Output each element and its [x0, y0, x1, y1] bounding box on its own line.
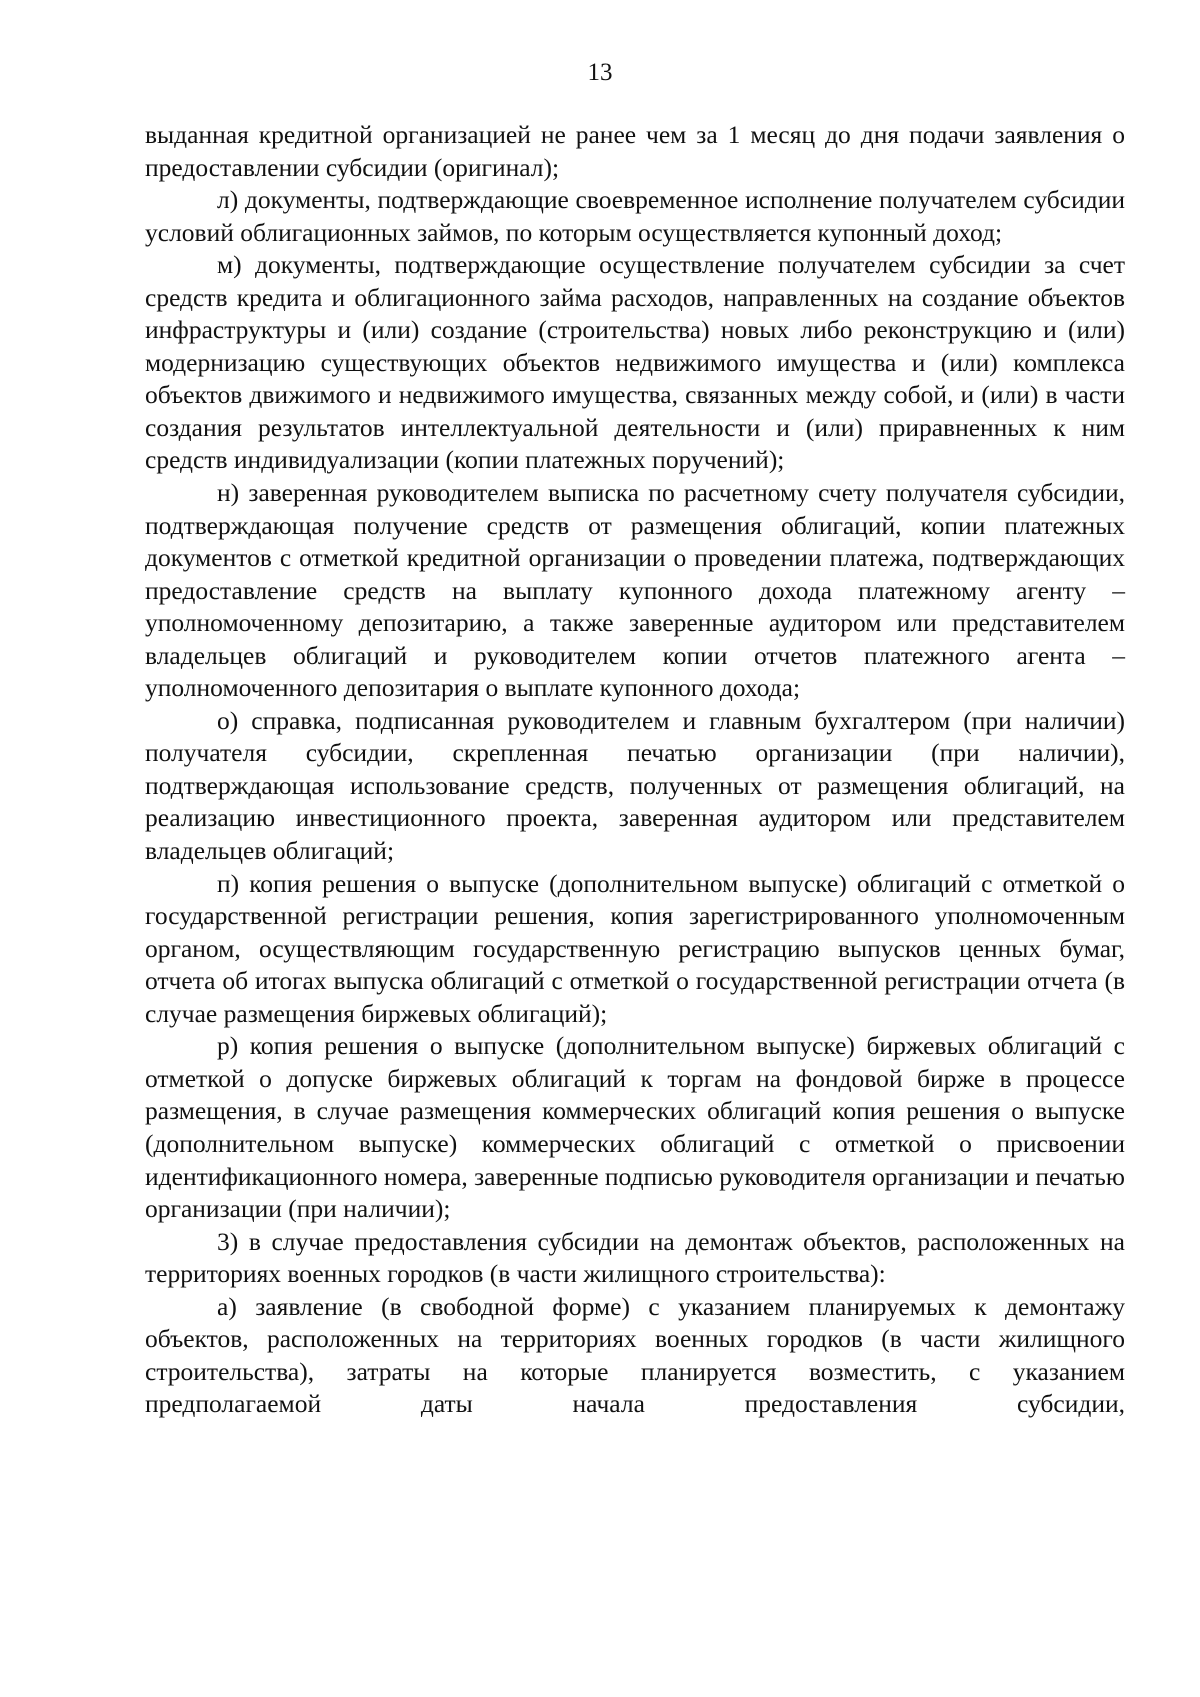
paragraph-item-o: о) справка, подписанная руководителем и главным бухгалтером (при наличии) получателя субсидии, скрепленная печатью организации (при наличии), подтверждающая использование средств, полученных от размещения облигаций, на реализацию инвестиционного проекта, заверенная аудитором или представителем владельцев облигаций; — [145, 705, 1125, 866]
page-number: 13 — [587, 59, 613, 86]
paragraph-item-3: 3) в случае предоставления субсидии на демонтаж объектов, расположенных на территориях военных городков (в части жилищного строительства): — [145, 1226, 1125, 1289]
paragraph-continuation: выданная кредитной организацией не ранее чем за 1 месяц до дня подачи заявления о предоставлении субсидии (оригинал); — [145, 120, 1125, 182]
paragraph-item-p: п) копия решения о выпуске (дополнительном выпуске) облигаций с отметкой о государственной регистрации решения, копия зарегистрированного уполномоченным органом, осуществляющим государственную регистрацию выпусков ценных бумаг, отчета об итогах выпуска облигаций с отметкой о государственной регистрации отчета (в случае размещения биржевых облигаций); — [145, 868, 1125, 1028]
document-body — [145, 119, 1125, 1421]
paragraph-item-m: м) документы, подтверждающие осуществление получателем субсидии за счет средств кредита и облигационного займа расходов, направленных на создание объектов инфраструктуры и (или) создание (строительства) новых либо реконструкцию и (или) модернизацию существующих объектов недвижимого имущества и (или) комплекса объектов движимого и недвижимого имущества, связанных между собой, и (или) в части создания результатов интеллектуальной деятельности и (или) приравненных к ним средств индивидуализации (копии платежных поручений); — [145, 250, 1125, 475]
paragraph-item-a: а) заявление (в свободной форме) с указанием планируемых к демонтажу объектов, расположенных на территориях военных городков (в части жилищного строительства), затраты на которые планируется возместить, с указанием предполагаемой даты начала предоставления субсидии, — [145, 1291, 1125, 1419]
paragraph-item-n: н) заверенная руководителем выписка по расчетному счету получателя субсидии, подтверждающая получение средств от размещения облигаций, копии платежных документов с отметкой кредитной организации о проведении платежа, подтверждающих предоставление средств на выплату купонного дохода платежному агенту – уполномоченному депозитарию, а также заверенные аудитором или представителем владельцев облигаций и руководителем копии отчетов платежного агента – уполномоченного депозитария о выплате купонного дохода; — [145, 478, 1125, 703]
paragraph-item-r: р) копия решения о выпуске (дополнительном выпуске) биржевых облигаций с отметкой о допуске биржевых облигаций к торгам на фондовой бирже в процессе размещения, в случае размещения коммерческих облигаций копия решения о выпуске (дополнительном выпуске) коммерческих облигаций с отметкой о присвоении идентификационного номера, заверенные подписью руководителя организации и печатью организации (при наличии); — [145, 1031, 1125, 1224]
paragraph-item-l: л) документы, подтверждающие своевременное исполнение получателем субсидии условий облигационных займов, по которым осуществляется купонный доход; — [145, 185, 1125, 247]
